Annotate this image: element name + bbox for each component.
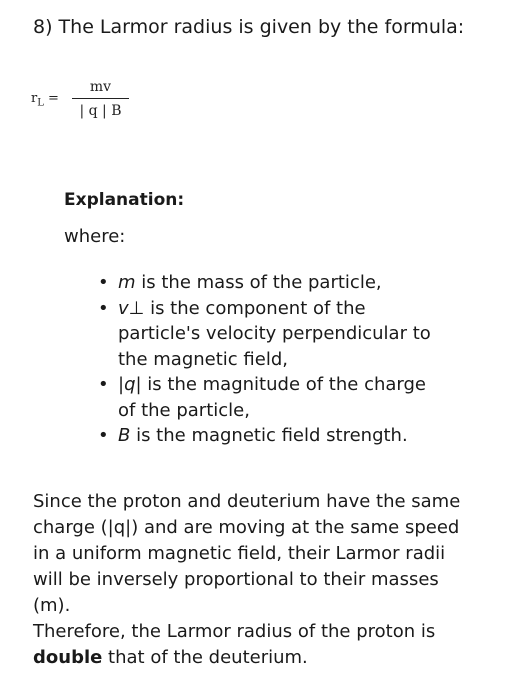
definition-symbol: m xyxy=(118,272,136,293)
bullet-dot: • xyxy=(98,272,109,293)
conclusion-paragraph xyxy=(33,489,503,671)
definition-line xyxy=(118,372,468,398)
explanation-intro: where: xyxy=(64,226,126,247)
question-text: 8) The Larmor radius is given by the formula: xyxy=(33,16,465,38)
formula-numerator: mv xyxy=(89,79,112,95)
formula-fraction xyxy=(72,78,129,120)
definition-symbol: |q| xyxy=(118,374,142,395)
definition-line: of the particle, xyxy=(118,399,250,421)
conclusion-line: (m). xyxy=(33,595,71,616)
definition-line: the magnetic field, xyxy=(118,348,288,370)
formula-lhs xyxy=(31,91,59,109)
definition-item-m xyxy=(98,270,468,296)
definition-text: is the magnitude of the charge xyxy=(141,374,426,395)
definitions-list xyxy=(98,270,468,449)
conclusion-final-text: that of the deuterium. xyxy=(102,647,308,668)
definition-line xyxy=(118,296,468,322)
definition-line xyxy=(118,423,468,449)
definition-text: is the mass of the particle, xyxy=(135,272,382,293)
definition-item-v xyxy=(98,296,468,373)
fraction-bar xyxy=(72,98,129,99)
bullet-dot: • xyxy=(98,297,109,319)
conclusion-line: charge (|q|) and are moving at the same speed xyxy=(33,517,460,538)
formula-equals: = xyxy=(48,91,59,106)
definition-line: particle's velocity perpendicular to xyxy=(118,323,431,344)
formula-lhs-subscript: L xyxy=(37,97,44,109)
explanation-heading: Explanation: xyxy=(64,190,185,210)
formula-denominator: | q | B xyxy=(79,103,122,119)
definition-symbol: B xyxy=(118,425,131,446)
definition-item-q xyxy=(98,372,468,423)
formula-lhs-symbol: r xyxy=(31,91,38,106)
definition-line xyxy=(118,270,468,296)
conclusion-line: in a uniform magnetic field, their Larmor radii xyxy=(33,543,446,564)
definition-text: is the magnetic field strength. xyxy=(130,425,408,446)
conclusion-line: Since the proton and deuterium have the same xyxy=(33,491,461,512)
emphasis-double: double xyxy=(33,647,103,668)
conclusion-line: Therefore, the Larmor radius of the proton is xyxy=(33,621,436,642)
definition-item-b xyxy=(98,423,468,449)
conclusion-final-line xyxy=(33,645,503,671)
definition-text: is the component of the xyxy=(144,297,366,319)
bullet-dot: • xyxy=(98,425,109,446)
bullet-dot: • xyxy=(98,374,109,395)
conclusion-line: will be inversely proportional to their masses xyxy=(33,569,439,590)
definition-symbol: v⊥ xyxy=(118,297,145,319)
